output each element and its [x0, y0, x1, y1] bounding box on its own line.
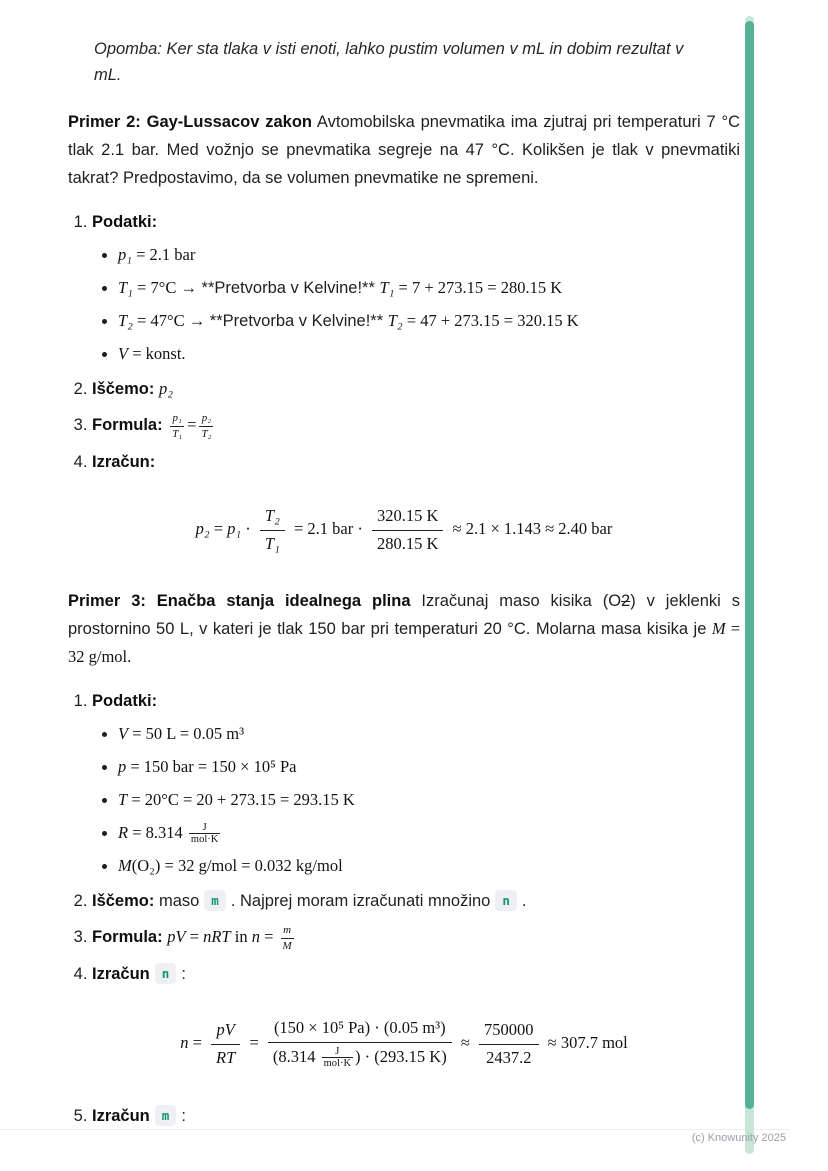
math-var: RT: [216, 1047, 236, 1067]
plain-text: :: [181, 965, 186, 984]
primer2-steps: [68, 208, 740, 476]
math-text: mol·K: [323, 1058, 352, 1070]
math-var: p₁: [172, 412, 182, 425]
step-izracun-label: Izračun:: [92, 453, 156, 472]
math-inline: [118, 724, 244, 743]
primer2-paragraph: [68, 108, 740, 192]
bullet-temperature: [118, 787, 740, 813]
math-var: R: [118, 822, 129, 842]
math-text: mol·K: [190, 834, 219, 846]
fraction-denominator: [268, 1043, 452, 1070]
math-var: T: [118, 789, 128, 809]
math-text: = 7°C: [132, 278, 181, 297]
podatki-bullets: [92, 721, 740, 879]
math-text: (150 × 10⁵ Pa) · (0.05 m³): [268, 1018, 452, 1043]
math-var: p₂: [201, 412, 212, 425]
math-var: T₂: [118, 311, 133, 330]
math-var: p₁: [227, 519, 242, 539]
equation-gay-lussac: [68, 506, 740, 554]
plain-text: . Najprej moram izračunati množino: [230, 891, 491, 910]
math-text: = 47 + 273.15 = 320.15 K: [402, 311, 579, 330]
math-text: = 50 L = 0.05 m³: [128, 723, 245, 743]
math-var: T₂: [387, 311, 403, 330]
math-var: p₂: [195, 519, 210, 539]
primer3-steps-continued: [68, 1102, 740, 1130]
step-podatki: [92, 208, 740, 367]
step-podatki: [92, 687, 740, 879]
primer3-steps: [68, 687, 740, 989]
copyright-text: (c) Knowunity 2025: [691, 1132, 786, 1144]
math-var: m: [283, 923, 292, 936]
note-paragraph: [94, 36, 694, 88]
math-inline: [388, 311, 579, 330]
primer3-paragraph: [68, 587, 740, 671]
plain-text: maso: [154, 891, 200, 910]
math-inline: [118, 245, 195, 264]
primer3-body2: ) v jeklenki s prostornino 50 L, v kateri je tlak 150 bar pri temperaturi 20 °C. Molarna masa kisika je: [68, 591, 740, 638]
math-text: =: [213, 519, 224, 539]
scrollbar-track[interactable]: [745, 16, 754, 1154]
math-var: p₁: [118, 245, 132, 264]
math-text: ≈: [460, 1032, 470, 1052]
bullet-t1: [118, 275, 740, 301]
code-chip-m: m: [204, 890, 226, 911]
primer2-body: Avtomobilska pnevmatika ima zjutraj pri temperaturi 7 °C tlak 2.1 bar. Med vožnjo se pnevmatika segreje na 47 °C. Kolikšen je tlak v pnevmatiki takrat? Predpostavimo, da se volumen pnevmatike ne spremeni.: [68, 113, 740, 187]
fraction: [268, 1018, 452, 1070]
code-chip-n: n: [495, 890, 517, 911]
plain-text: :: [181, 1106, 186, 1125]
math-inline: [379, 278, 562, 297]
struck-subscript: 2: [621, 591, 631, 610]
math-text: 2437.2: [486, 1047, 532, 1067]
math-text: J: [322, 1046, 353, 1059]
math-inline: [118, 790, 355, 809]
step-iscemo-label: Iščemo:: [92, 891, 155, 910]
math-var: nRT: [203, 926, 231, 946]
math-inline: [118, 311, 189, 330]
fraction: [372, 506, 443, 554]
math-text: (O₂) = 32 g/mol = 0.032 kg/mol: [131, 855, 343, 875]
math-text: ≈ 2.1 × 1.143 ≈ 2.40 bar: [452, 519, 613, 539]
math-inline: [118, 278, 180, 297]
math-display: [195, 506, 613, 553]
math-var: p₂: [158, 379, 173, 398]
math-var: pV: [216, 1019, 235, 1039]
code-chip-n: n: [155, 963, 177, 984]
bullet-pressure: [118, 754, 740, 780]
math-text: =: [249, 1032, 259, 1052]
math-text: =: [185, 926, 204, 946]
step-podatki-label: Podatki:: [92, 213, 158, 231]
step-izracun-m: [92, 1102, 740, 1130]
math-inline: [118, 757, 297, 776]
math-text: in: [230, 926, 252, 946]
bullet-gas-constant: [118, 820, 740, 846]
math-text: = 8.314: [128, 822, 187, 842]
math-inline: [167, 923, 297, 952]
math-var: T₂: [264, 506, 280, 526]
math-text: = 7 + 273.15 = 280.15 K: [394, 278, 563, 297]
math-var: p: [118, 756, 127, 776]
plain-text: → **Pretvorba v Kelvine!**: [180, 279, 380, 297]
math-text: = 32 g/mol.: [68, 618, 740, 666]
math-text: = 2.1 bar: [132, 245, 196, 264]
podatki-bullets: [92, 242, 740, 367]
math-text: =: [192, 1032, 202, 1052]
step-iscemo-label: Iščemo:: [92, 380, 155, 398]
math-var: M: [282, 939, 292, 952]
math-inline: [118, 821, 222, 846]
step-izracun: [92, 448, 740, 476]
math-text: 320.15 K: [372, 506, 443, 531]
step-izracun-n: [92, 960, 740, 988]
math-inline: [118, 856, 343, 875]
primer3-body: Izračunaj maso kisika (O: [410, 591, 622, 610]
math-text: ·: [245, 519, 251, 539]
math-text: = konst.: [128, 344, 186, 363]
math-display: [180, 1018, 628, 1070]
math-inline: [118, 344, 186, 363]
step-formula: [92, 923, 740, 952]
plain-text: .: [521, 891, 527, 910]
math-text: 750000: [479, 1020, 539, 1045]
math-text: J: [189, 822, 220, 835]
equation-ideal-gas: [68, 1018, 740, 1070]
fraction: [189, 822, 220, 846]
math-var: V: [118, 723, 129, 743]
math-var: T₁: [118, 278, 133, 297]
fraction: [211, 1020, 240, 1068]
math-inline: [159, 379, 173, 398]
math-var: T₂: [201, 427, 212, 440]
math-text: =: [259, 926, 278, 946]
document-content: [68, 36, 740, 1138]
fraction: [170, 412, 184, 440]
step-izracun-label: Izračun: [92, 965, 150, 984]
page-edge-divider: [0, 1129, 790, 1130]
step-iscemo: [92, 375, 740, 403]
math-var: M: [118, 855, 132, 875]
fraction: [322, 1046, 353, 1070]
fraction: [199, 412, 213, 440]
fraction: [260, 506, 285, 554]
math-var: pV: [167, 926, 186, 946]
math-text: = 47°C: [132, 311, 189, 330]
fraction: [479, 1020, 539, 1068]
step-formula-label: Formula:: [92, 416, 163, 434]
code-chip-m: m: [155, 1105, 177, 1126]
primer3-title: Primer 3: Enačba stanja idealnega plina: [68, 591, 411, 610]
scrollbar-thumb[interactable]: [745, 21, 754, 1109]
math-var: n: [251, 926, 260, 946]
step-izracun-label: Izračun: [92, 1106, 150, 1125]
bullet-v: [118, 341, 740, 367]
math-inline: [167, 412, 216, 440]
math-var: T₁: [379, 278, 395, 297]
math-var: M: [711, 618, 726, 638]
bullet-p1: [118, 242, 740, 268]
math-text: ) · (293.15 K): [355, 1046, 447, 1066]
primer2-title: Primer 2: Gay-Lussacov zakon: [68, 113, 312, 131]
bullet-molar-mass: [118, 853, 740, 879]
math-text: = 150 bar = 150 × 10⁵ Pa: [126, 756, 297, 776]
math-var: V: [118, 344, 129, 363]
step-formula-label: Formula:: [92, 927, 163, 946]
math-var: n: [180, 1032, 189, 1052]
math-text: ≈ 307.7 mol: [547, 1032, 628, 1052]
math-text: = 20°C = 20 + 273.15 = 293.15 K: [127, 789, 355, 809]
math-text: 280.15 K: [376, 533, 439, 553]
step-iscemo: [92, 887, 740, 915]
step-formula: [92, 411, 740, 440]
math-text: =: [187, 415, 197, 434]
math-text: = 2.1 bar ·: [293, 519, 363, 539]
bullet-t2: [118, 308, 740, 334]
math-text: (8.314: [272, 1046, 320, 1066]
math-var: T₁: [264, 533, 280, 553]
bullet-volume: [118, 721, 740, 747]
step-podatki-label: Podatki:: [92, 691, 158, 710]
fraction: [281, 924, 294, 952]
math-var: T₁: [172, 427, 183, 440]
note-text: Opomba: Ker sta tlaka v isti enoti, lahko pustim volumen v mL in dobim rezultat v mL.: [94, 40, 684, 84]
plain-text: → **Pretvorba v Kelvine!**: [188, 312, 388, 330]
